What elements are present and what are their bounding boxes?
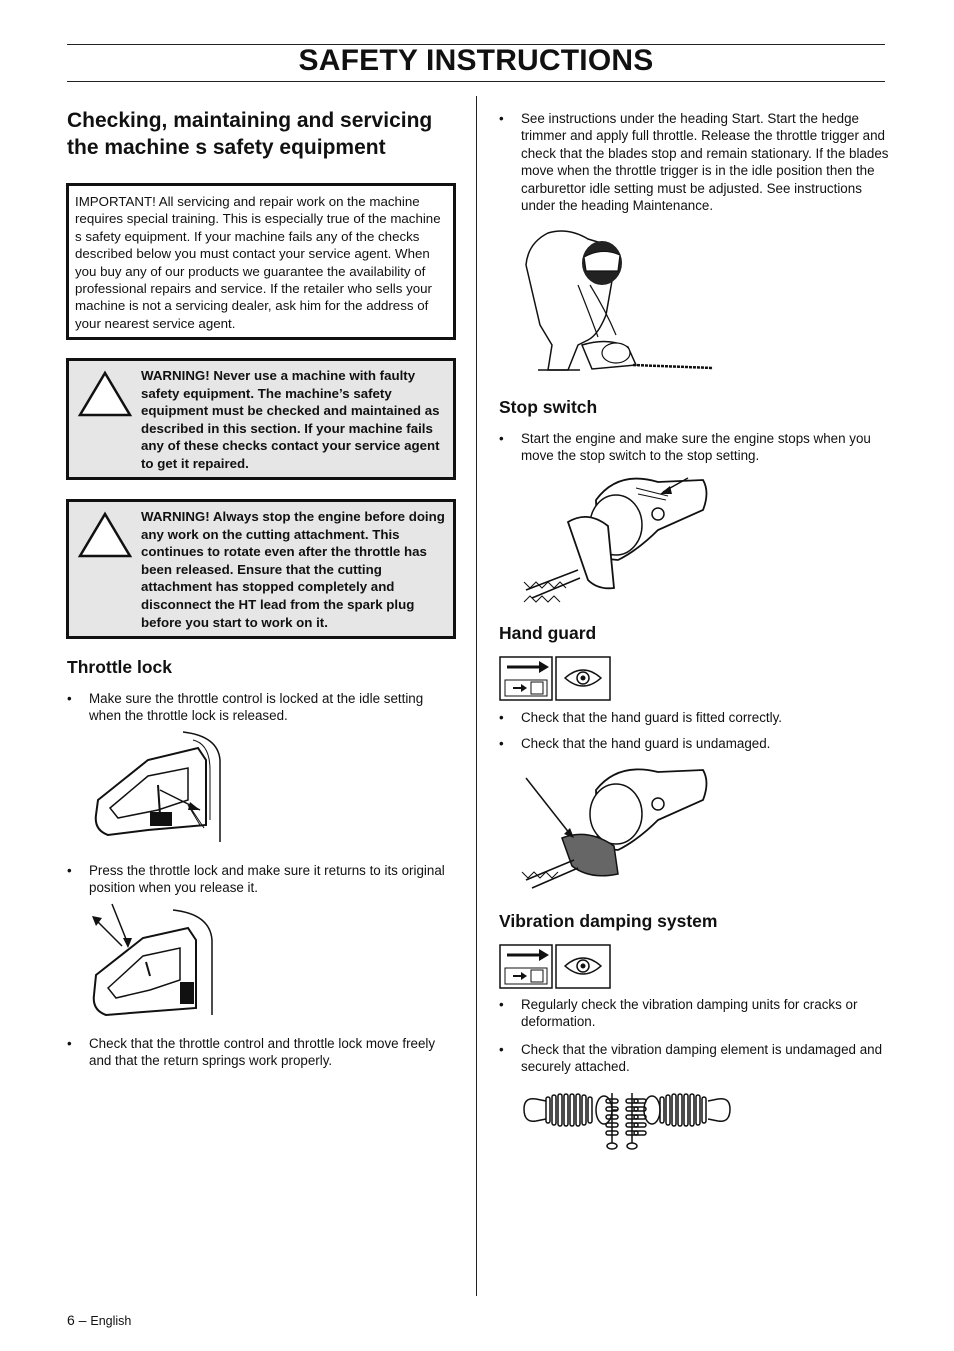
list-item — [499, 996, 889, 1031]
warning-text: WARNING! Never use a machine with faulty safety equipment. The machine’s safety equipment must be checked and maintained as described in this section. If your machine fails any of these checks contact your service agent to get it repaired. — [141, 368, 440, 471]
bullet: • — [499, 431, 504, 446]
list-item-text: Check that the hand guard is undamaged. — [521, 736, 771, 751]
warning-box-stop-engine — [66, 499, 456, 639]
list-item-text: Check that the vibration damping element is undamaged and securely attached. — [521, 1042, 883, 1075]
list-item — [67, 862, 457, 897]
list-item-text: Regularly check the vibration damping units for cracks or deformation. — [521, 997, 858, 1030]
list-item — [67, 1035, 459, 1070]
page-title: SAFETY INSTRUCTIONS — [298, 44, 654, 77]
bullet: • — [67, 863, 72, 878]
footer-language: English — [90, 1314, 132, 1328]
bullet: • — [499, 1042, 504, 1057]
list-item-text: Press the throttle lock and make sure it returns to its original position when you release it. — [89, 863, 445, 896]
inspection-icons — [499, 656, 612, 701]
list-item — [499, 709, 889, 726]
bullet: • — [67, 1036, 72, 1051]
inspection-icons — [499, 944, 612, 989]
column-divider — [476, 96, 477, 1296]
stop-switch-illustration — [518, 470, 713, 610]
list-item-text: Check that the hand guard is fitted correctly. — [521, 710, 783, 725]
stop-switch-heading: Stop switch — [499, 397, 598, 417]
bullet: • — [499, 710, 504, 725]
bullet: • — [67, 691, 72, 706]
list-item-text: Make sure the throttle control is locked at the idle setting when the throttle lock is released. — [89, 691, 424, 724]
list-item — [499, 1041, 889, 1076]
hand-guard-heading: Hand guard — [499, 623, 597, 643]
warning-text: WARNING! Always stop the engine before doing any work on the cutting attachment. This continues to rotate even after the throttle has been released. Ensure that the cutting attachment has stopped completely and disconnect the HT lead from the spark plug before you start to work on it. — [141, 509, 445, 630]
list-item — [67, 690, 457, 725]
vibration-damping-springs-illustration — [520, 1085, 735, 1155]
throttle-handle-illustration — [88, 730, 228, 845]
vibration-damping-heading: Vibration damping system — [499, 911, 718, 931]
section-heading: Checking, maintaining and servicing the machine s safety equipment — [67, 109, 433, 159]
list-item — [499, 735, 889, 752]
bullet: • — [499, 111, 504, 126]
list-item-text: Start the engine and make sure the engine stops when you move the stop switch to the stop setting. — [521, 431, 871, 464]
page-number: 6 – — [67, 1312, 87, 1328]
warning-triangle-icon — [77, 370, 133, 418]
list-item-text: Check that the throttle control and throttle lock move freely and that the return springs work properly. — [89, 1036, 436, 1069]
list-item-text: See instructions under the heading Start. Start the hedge trimmer and apply full throttle. Release the throttle trigger and check that the blades stop and remain stationary. If the blades move when the throttle trigger is in the idle position then the carburettor idle setting must be adjusted. See instructions under the heading Maintenance. — [521, 111, 889, 214]
important-notice: IMPORTANT! All servicing and repair work on the machine requires special training. This is especially true of the machine s safety equipment. If your machine fails any of the checks described below you must contact your service agent. When you buy any of our products we guarantee the availability of professional repairs and service. If the retailer who sells your machine is not a servicing dealer, ask him for the address of your nearest service agent. — [66, 183, 456, 340]
throttle-lock-press-illustration — [88, 900, 223, 1020]
warning-triangle-icon — [77, 511, 133, 559]
list-item — [499, 110, 889, 214]
bullet: • — [499, 997, 504, 1012]
throttle-lock-heading: Throttle lock — [67, 657, 173, 677]
title-rule — [67, 81, 885, 82]
operator-with-hedge-trimmer-illustration — [518, 225, 718, 375]
hand-guard-illustration — [518, 762, 713, 897]
warning-box-faulty-equipment — [66, 358, 456, 480]
list-item — [499, 430, 889, 465]
page-footer — [67, 1312, 131, 1328]
bullet: • — [499, 736, 504, 751]
